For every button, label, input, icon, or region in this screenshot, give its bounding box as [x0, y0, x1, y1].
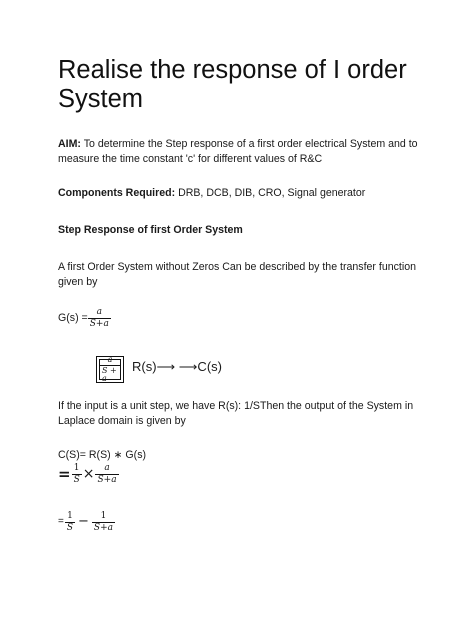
eq2-fraction-2	[95, 464, 118, 485]
page-title: Realise the response of I order System	[58, 56, 407, 113]
eq2-f1-den: S	[73, 475, 80, 485]
aim-label: AIM:	[58, 138, 81, 150]
eq3-f1-num: 1	[67, 511, 73, 521]
laplace-paragraph: If the input is a unit step, we have R(s): 1/SThen the output of the System in Laplace domain is given by	[58, 400, 414, 427]
eq2-f1-num: 1	[73, 463, 80, 473]
eq3-f2-num: 1	[100, 511, 107, 521]
section-heading: Step Response of first Order System	[58, 224, 243, 236]
block-io-label: R(s)⟶ ⟶C(s)	[132, 359, 222, 374]
equation-2	[58, 464, 428, 485]
eq2-f2-den: S+a	[97, 475, 117, 485]
eq3-f1-den: S	[66, 523, 74, 533]
tf-denominator: S+a	[89, 319, 109, 329]
equation-3	[58, 512, 428, 533]
eq2-f2-num: a	[104, 463, 110, 473]
components-paragraph	[58, 186, 428, 201]
eq3-f2-den: S+a	[93, 523, 113, 533]
components-label: Components Required:	[58, 187, 176, 199]
eq2-times: ×	[82, 466, 95, 483]
output-equation: C(S)= R(S) ∗ G(s)	[58, 449, 147, 461]
transfer-function-lhs: G(s) =	[58, 312, 88, 325]
block-numerator: a	[107, 355, 113, 364]
block-diagram-box	[96, 356, 124, 383]
eq3-fraction-1	[65, 512, 75, 533]
eq2-fraction-1	[72, 464, 82, 485]
aim-paragraph	[58, 137, 428, 166]
block-denominator: S + a	[100, 365, 120, 383]
transfer-function-fraction	[88, 308, 111, 329]
transfer-function	[58, 308, 428, 329]
tf-numerator: a	[96, 307, 102, 317]
eq3-equals: =	[58, 516, 64, 528]
intro-paragraph: A first Order System without Zeros Can be described by the transfer function given by	[58, 261, 416, 288]
components-text: DRB, DCB, DIB, CRO, Signal generator	[175, 187, 366, 199]
block-inner-box	[99, 355, 121, 383]
aim-text: To determine the Step response of a first order electrical System and to measure the time constant 'c' for different values of R&C	[58, 138, 418, 165]
block-fraction	[100, 356, 120, 383]
eq3-minus: −	[78, 514, 89, 530]
eq3-fraction-2	[92, 512, 115, 533]
eq2-equals: =	[58, 465, 71, 484]
